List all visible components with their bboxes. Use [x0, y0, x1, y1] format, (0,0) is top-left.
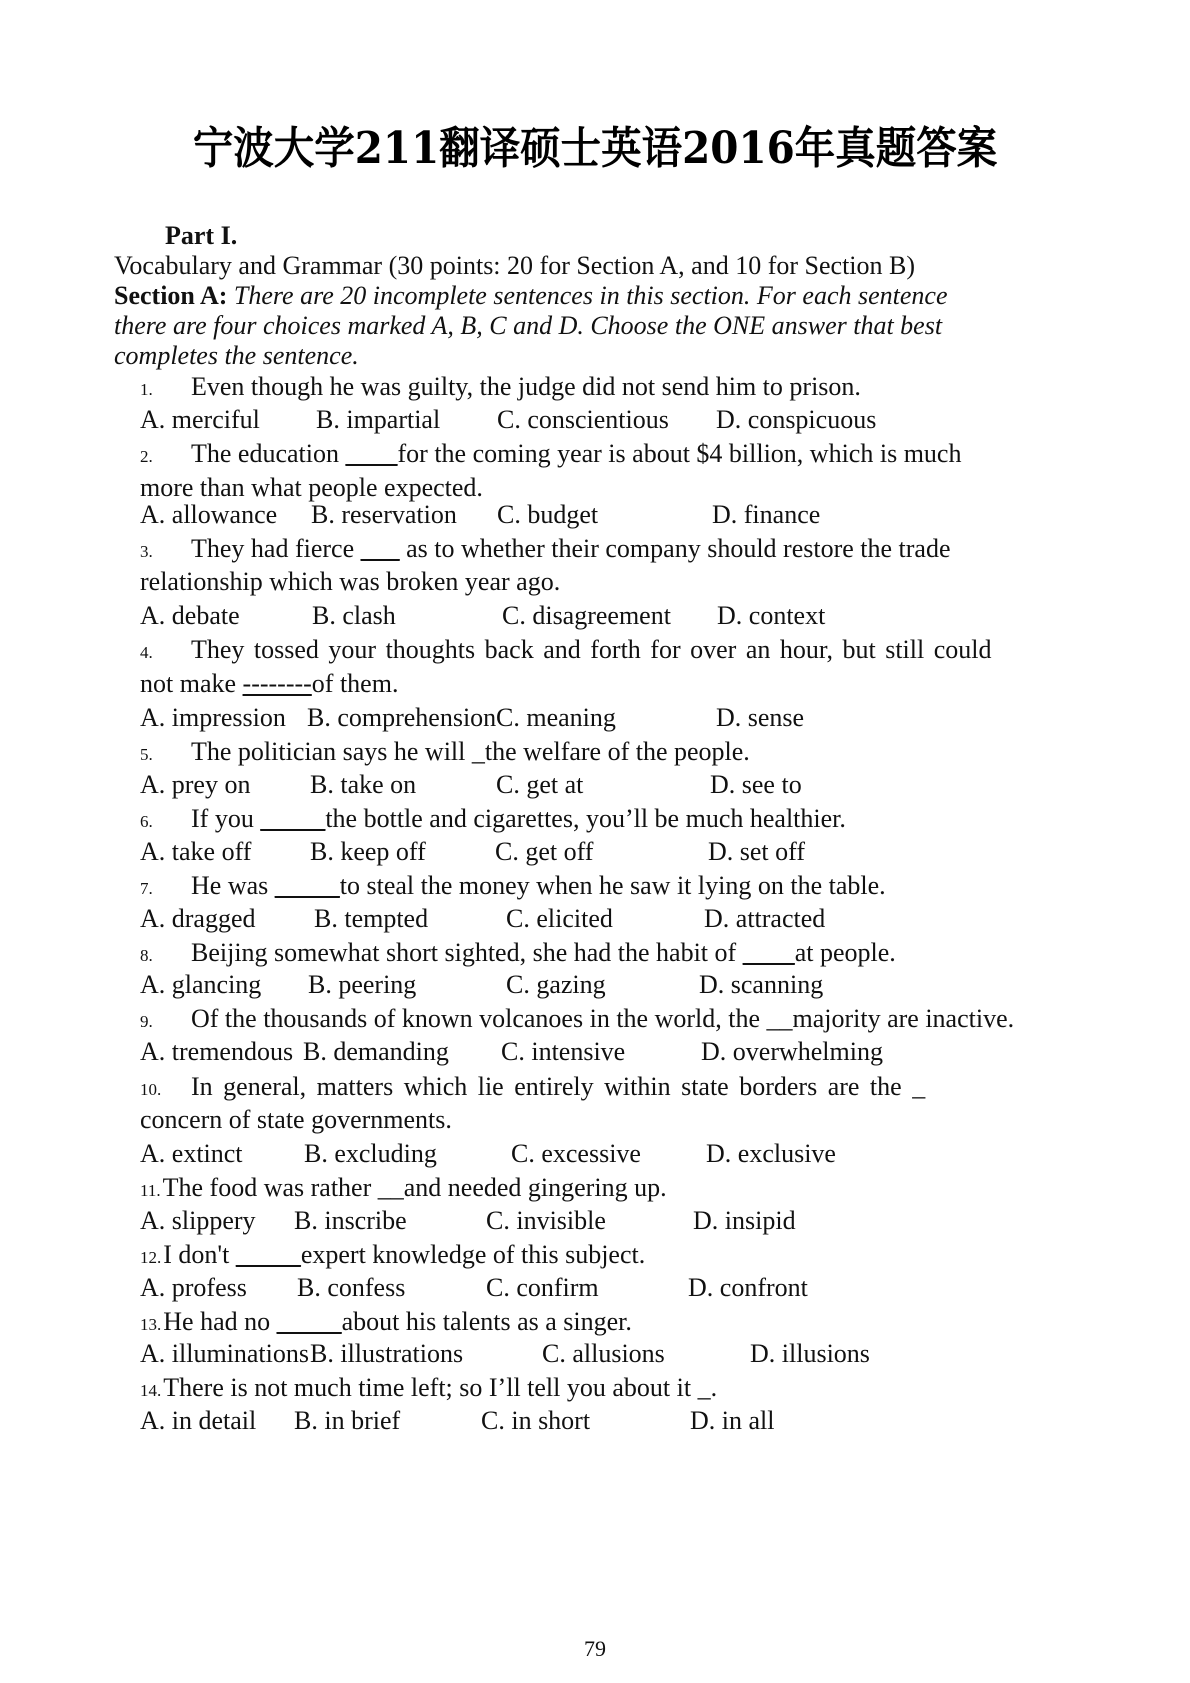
- answer-blank: _____: [260, 804, 326, 833]
- option-b: B. reservation: [311, 500, 457, 529]
- option-a: A. glancing: [140, 970, 262, 999]
- option-d: D. exclusive: [706, 1139, 836, 1168]
- question-text: for the coming year is about $4 billion, which is much: [397, 439, 962, 468]
- option-a: A. in detail: [140, 1406, 257, 1435]
- question-number: 13.: [140, 1315, 162, 1334]
- option-d: D. conspicuous: [716, 405, 877, 434]
- option-a: A. extinct: [140, 1139, 243, 1168]
- option-d: D. sense: [716, 703, 805, 732]
- question-text: The food was rather __and needed gingering up.: [162, 1173, 667, 1202]
- question-number: 10.: [140, 1080, 162, 1099]
- option-d: D. confront: [688, 1273, 808, 1302]
- question-text: Even though he was guilty, the judge did not send him to prison.: [191, 372, 861, 401]
- section-instructions-text: There are 20 incomplete sentences in this section. For each sentence: [227, 281, 948, 310]
- question-text: He was: [191, 871, 275, 900]
- question-number: 12.: [140, 1248, 162, 1267]
- option-a: A. dragged: [140, 904, 256, 933]
- question-10-continuation: concern of state governments.: [140, 1105, 452, 1134]
- question-7: [140, 870, 886, 905]
- answer-blank: ____: [345, 439, 398, 468]
- document-title: 宁波大学211翻译硕士英语2016年真题答案: [192, 123, 998, 174]
- option-a: A. tremendous: [140, 1037, 294, 1066]
- question-number: 6.: [140, 812, 153, 831]
- option-b: B. impartial: [316, 405, 441, 434]
- option-b: B. demanding: [303, 1037, 449, 1066]
- question-number: 1.: [140, 380, 153, 399]
- option-c: C. meaning: [496, 703, 616, 732]
- question-4: [140, 634, 991, 669]
- option-b: B. in brief: [294, 1406, 401, 1435]
- option-c: C. in short: [481, 1406, 591, 1435]
- question-number: 8.: [140, 946, 153, 965]
- question-text: He had no: [163, 1307, 277, 1336]
- question-number: 7.: [140, 879, 153, 898]
- question-9: [140, 1003, 1014, 1038]
- question-6: [140, 803, 846, 838]
- question-text: They had fierce: [191, 534, 361, 563]
- question-text: The education: [191, 439, 346, 468]
- option-a: A. impression: [140, 703, 286, 732]
- question-text: at people.: [794, 938, 896, 967]
- question-5: [140, 736, 750, 771]
- question-14: [140, 1372, 717, 1407]
- question-text: Of the thousands of known volcanoes in the world, the __majority are inactive.: [191, 1004, 1015, 1033]
- option-d: D. in all: [690, 1406, 775, 1435]
- option-a: A. prey on: [140, 770, 251, 799]
- question-text: In general, matters which lie entirely within state borders are the _: [191, 1072, 926, 1101]
- question-number: 2.: [140, 447, 153, 466]
- option-c: C. allusions: [542, 1339, 665, 1368]
- option-b: B. keep off: [310, 837, 426, 866]
- option-c: C. budget: [497, 500, 599, 529]
- question-number: 9.: [140, 1012, 153, 1031]
- option-d: D. attracted: [704, 904, 826, 933]
- option-d: D. finance: [712, 500, 821, 529]
- question-10: [140, 1071, 925, 1106]
- question-text: The politician says he will _the welfare of the people.: [191, 737, 750, 766]
- option-d: D. scanning: [699, 970, 824, 999]
- answer-blank: ___: [360, 534, 400, 563]
- question-3-continuation: relationship which was broken year ago.: [140, 567, 561, 596]
- option-c: C. disagreement: [502, 601, 671, 630]
- option-a: A. take off: [140, 837, 252, 866]
- option-d: D. illusions: [750, 1339, 870, 1368]
- question-text: There is not much time left; so I’ll tell you about it _.: [163, 1373, 718, 1402]
- option-b: B. comprehension: [307, 703, 497, 732]
- answer-blank: _____: [276, 1307, 342, 1336]
- option-d: D. see to: [710, 770, 802, 799]
- page-number: 79: [584, 1636, 606, 1661]
- question-text: as to whether their company should restore the trade: [399, 534, 951, 563]
- option-d: D. overwhelming: [701, 1037, 883, 1066]
- question-2-continuation: more than what people expected.: [140, 473, 483, 502]
- question-number: 11.: [140, 1181, 161, 1200]
- question-number: 5.: [140, 745, 153, 764]
- question-3: [140, 533, 1056, 568]
- question-13: [140, 1306, 632, 1341]
- option-a: A. slippery: [140, 1206, 256, 1235]
- option-b: B. peering: [308, 970, 417, 999]
- section-instructions-line-1: [114, 280, 947, 312]
- question-2: [140, 438, 961, 473]
- option-a: A. allowance: [140, 500, 278, 529]
- option-d: D. insipid: [693, 1206, 796, 1235]
- part-description: Vocabulary and Grammar (30 points: 20 for Section A, and 10 for Section B): [114, 251, 916, 280]
- question-text: to steal the money when he saw it lying on the table.: [339, 871, 886, 900]
- question-4-continuation: [140, 668, 398, 700]
- answer-blank: ____: [742, 938, 795, 967]
- question-number: 3.: [140, 542, 153, 561]
- section-instructions-line-2: there are four choices marked A, B, C and D. Choose the ONE answer that best: [114, 311, 943, 340]
- question-text: Beijing somewhat short sighted, she had the habit of: [191, 938, 743, 967]
- option-b: B. take on: [310, 770, 417, 799]
- option-c: C. intensive: [501, 1037, 626, 1066]
- question-number: 14.: [140, 1381, 162, 1400]
- option-c: C. conscientious: [497, 405, 669, 434]
- question-1: [140, 371, 861, 406]
- option-c: C. gazing: [506, 970, 606, 999]
- option-c: C. confirm: [486, 1273, 599, 1302]
- option-a: A. merciful: [140, 405, 260, 434]
- question-11: [140, 1172, 667, 1207]
- option-d: D. set off: [708, 837, 806, 866]
- question-text: the bottle and cigarettes, you’ll be much healthier.: [325, 804, 846, 833]
- option-c: C. get at: [496, 770, 584, 799]
- question-text: about his talents as a singer.: [341, 1307, 632, 1336]
- option-a: A. profess: [140, 1273, 247, 1302]
- question-12: [140, 1239, 645, 1274]
- section-label: Section A:: [114, 281, 228, 310]
- option-b: B. tempted: [314, 904, 429, 933]
- answer-blank: --------: [242, 669, 312, 698]
- option-b: B. illustrations: [310, 1339, 464, 1368]
- question-8: [140, 937, 896, 972]
- option-c: C. excessive: [511, 1139, 641, 1168]
- question-text: not make: [140, 669, 243, 698]
- option-a: A. debate: [140, 601, 240, 630]
- question-number: 4.: [140, 643, 153, 662]
- option-c: C. elicited: [506, 904, 613, 933]
- option-a: A. illuminations: [140, 1339, 309, 1368]
- option-b: B. clash: [312, 601, 396, 630]
- question-text: They tossed your thoughts back and forth for over an hour, but still could: [191, 635, 992, 664]
- option-c: C. get off: [495, 837, 594, 866]
- option-b: B. excluding: [304, 1139, 437, 1168]
- option-b: B. inscribe: [294, 1206, 407, 1235]
- question-text: expert knowledge of this subject.: [300, 1240, 646, 1269]
- option-d: D. context: [717, 601, 826, 630]
- option-c: C. invisible: [486, 1206, 606, 1235]
- part-label: Part I.: [165, 221, 238, 250]
- question-text: of them.: [311, 669, 399, 698]
- section-instructions-line-3: completes the sentence.: [114, 341, 359, 370]
- question-text: I don't: [163, 1240, 236, 1269]
- question-text: If you: [191, 804, 261, 833]
- option-b: B. confess: [297, 1273, 406, 1302]
- answer-blank: _____: [235, 1240, 301, 1269]
- answer-blank: _____: [274, 871, 340, 900]
